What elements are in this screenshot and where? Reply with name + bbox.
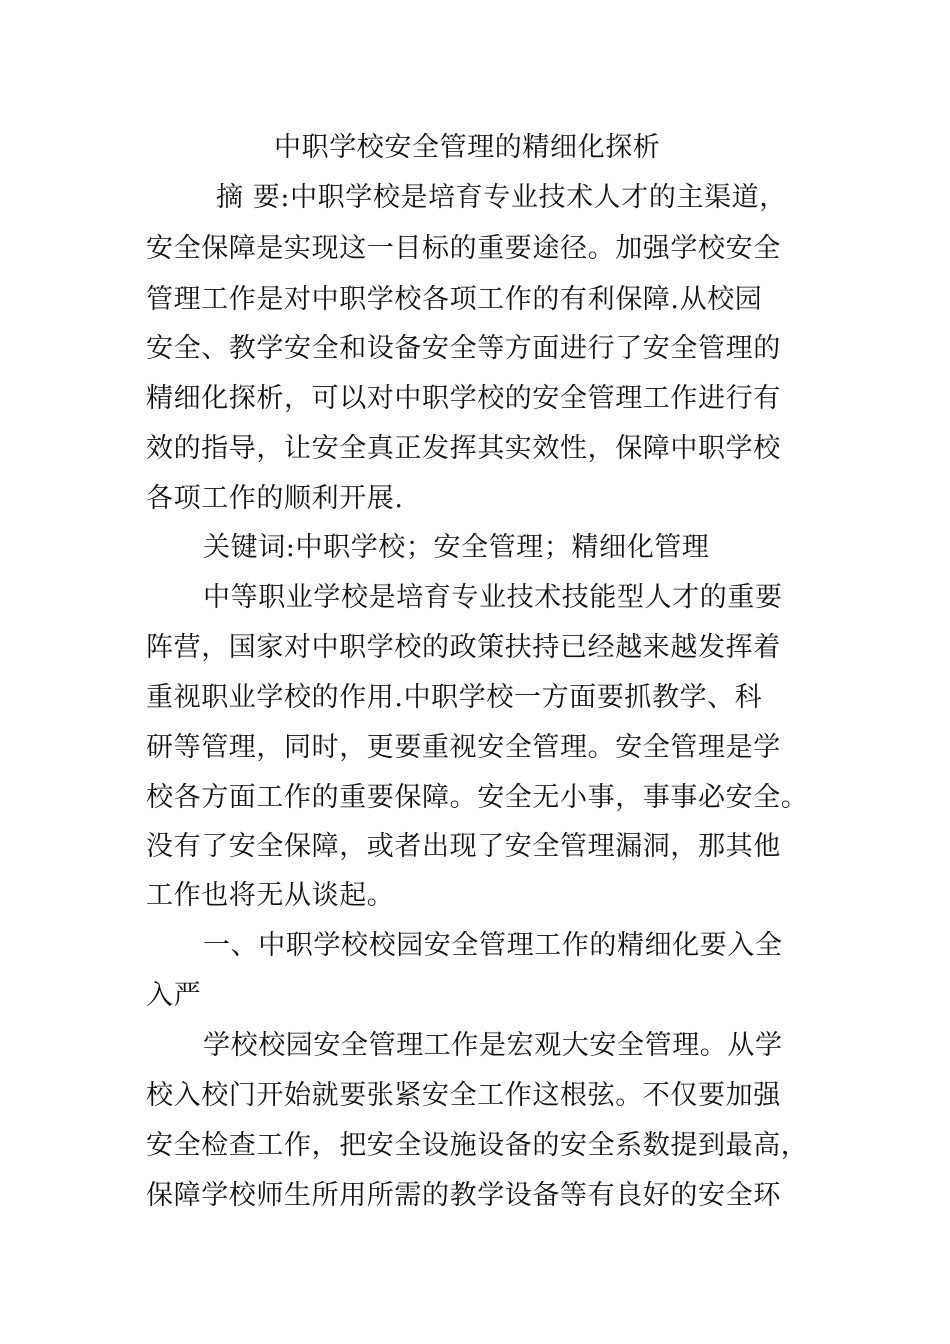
intro-line-4: 研等管理，同时，更要重视安全管理。安全管理是学 [146, 732, 781, 763]
section-heading-line-2: 入严 [146, 980, 202, 1011]
intro-line-3: 重视职业学校的作用.中职学校一方面要抓教学、科 [146, 682, 763, 713]
abstract-line-6: 效的指导，让安全真正发挥其实效性，保障中职学校 [146, 433, 781, 464]
intro-line-1: 中等职业学校是培育专业技术技能型人才的重要 [203, 582, 783, 613]
section-body-line-1: 学校校园安全管理工作是宏观大安全管理。从学 [203, 1030, 783, 1061]
section-body-line-3: 安全检查工作，把安全设施设备的安全系数提到最高， [146, 1130, 809, 1161]
abstract-line-2: 安全保障是实现这一目标的重要途径。加强学校安全 [146, 233, 781, 264]
abstract-line-4: 安全、教学安全和设备安全等方面进行了安全管理的 [146, 333, 781, 364]
section-heading-line-1: 一、中职学校校园安全管理工作的精细化要入全 [203, 930, 783, 961]
section-body-line-4: 保障学校师生所用所需的教学设备等有良好的安全环 [146, 1180, 781, 1211]
abstract-line-7: 各项工作的顺利开展. [146, 483, 404, 514]
intro-line-6: 没有了安全保障，或者出现了安全管理漏洞，那其他 [146, 831, 781, 862]
document-title: 中职学校安全管理的精细化探析 [274, 132, 661, 163]
keywords-line: 关键词:中职学校；安全管理；精细化管理 [203, 532, 710, 563]
abstract-line-3: 管理工作是对中职学校各项工作的有利保障.从校园 [146, 284, 763, 315]
intro-line-2: 阵营，国家对中职学校的政策扶持已经越来越发挥着 [146, 632, 781, 663]
section-body-line-2: 校入校门开始就要张紧安全工作这根弦。不仅要加强 [146, 1080, 781, 1111]
intro-line-5: 校各方面工作的重要保障。安全无小事，事事必安全。 [146, 782, 809, 813]
abstract-line-5: 精细化探析，可以对中职学校的安全管理工作进行有 [146, 383, 781, 414]
abstract-line-1: 摘 要:中职学校是培育专业技术人才的主渠道， [216, 182, 787, 213]
intro-line-7: 工作也将无从谈起。 [146, 880, 395, 911]
